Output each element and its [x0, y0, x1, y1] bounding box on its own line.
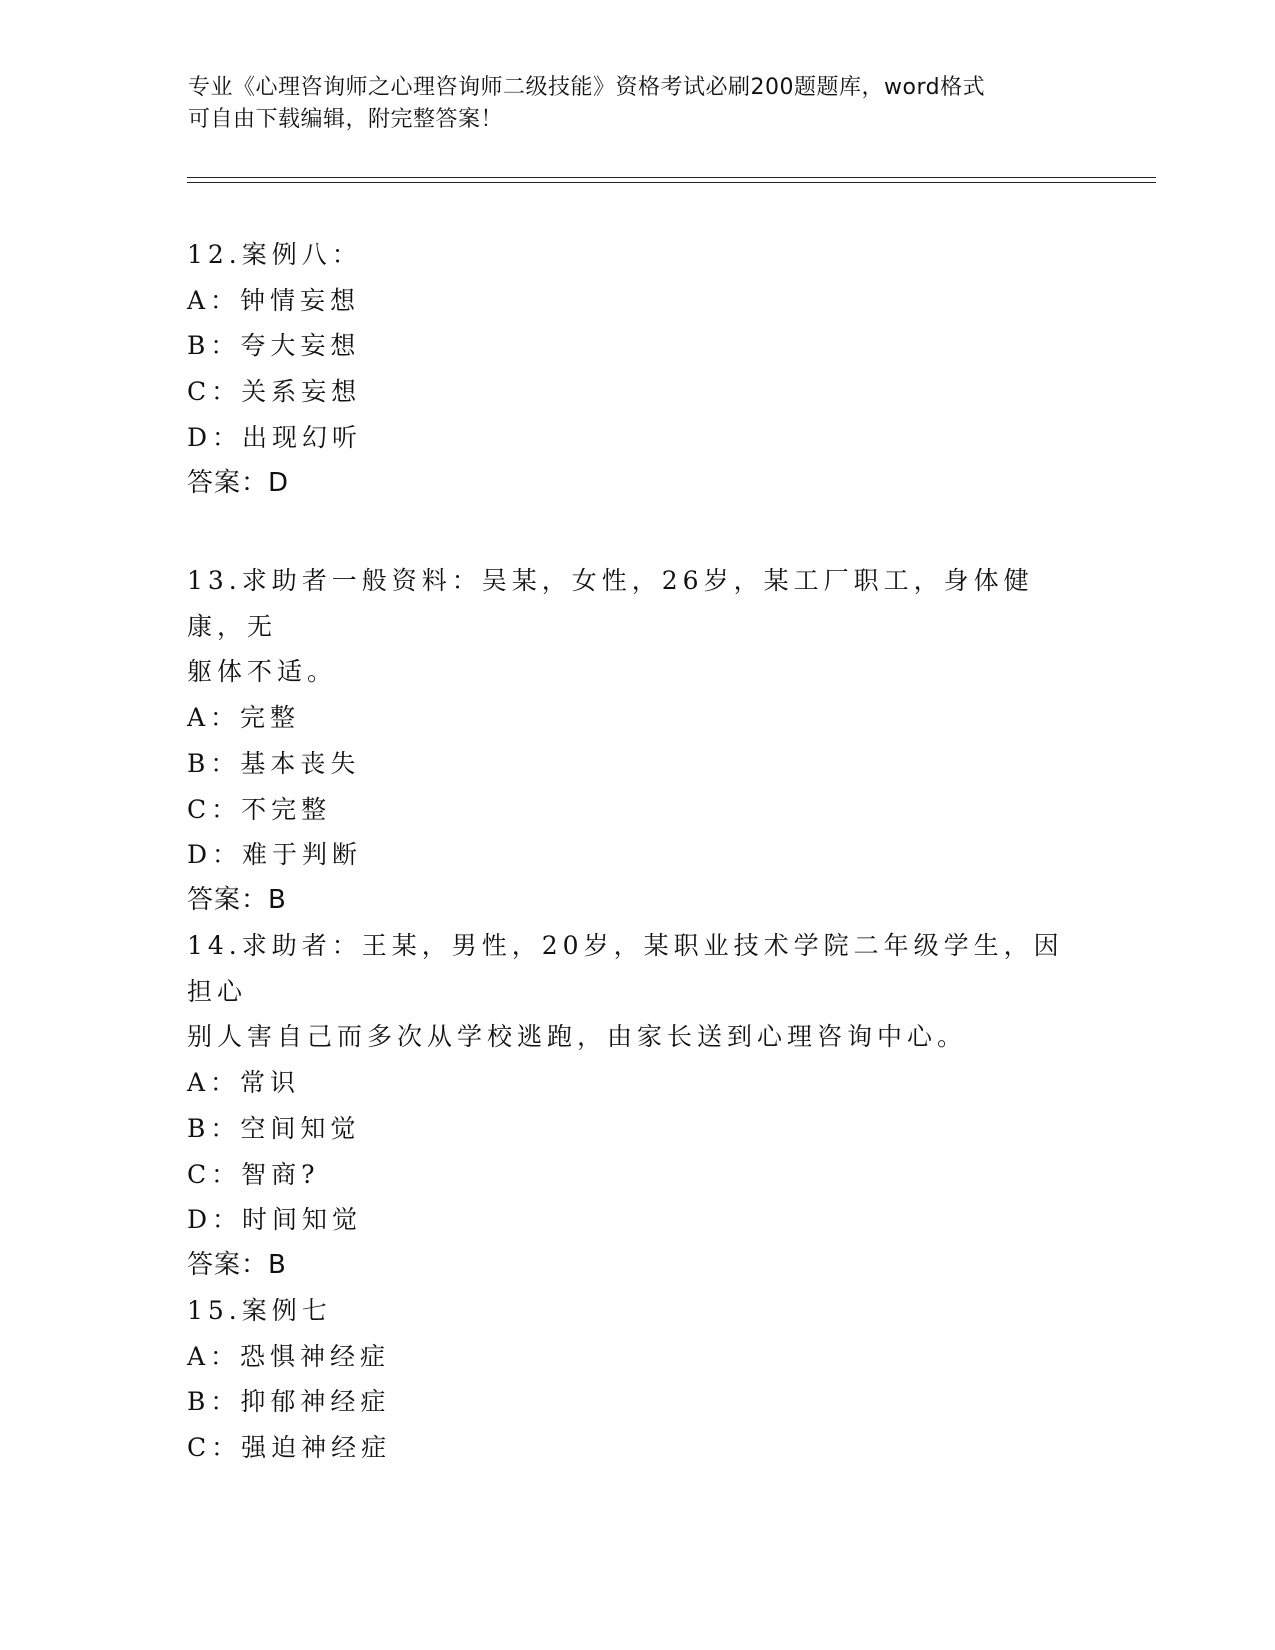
question-13 [187, 558, 1087, 924]
option-b: B：抑郁神经症 [187, 1387, 391, 1417]
question-stem: 12.案例八： [187, 240, 362, 269]
option-d: D：出现幻听 [187, 422, 363, 452]
question-15 [187, 1288, 1087, 1471]
document-header [188, 72, 1088, 136]
option-a: A：完整 [187, 703, 301, 733]
option-c: C：强迫神经症 [187, 1433, 392, 1463]
header-divider-top [187, 177, 1156, 178]
answer-line: 答案：D [187, 467, 290, 498]
question-stem: 13.求助者一般资料：吴某，女性，26岁，某工厂职工，身体健康，无 躯体不适。 [187, 566, 1034, 687]
question-stem: 14.求助者：王某，男性，20岁，某职业技术学院二年级学生，因担心 别人害自己而多次从学校逃跑，由家长送到心理咨询中心。 [187, 931, 1064, 1052]
question-14 [187, 923, 1087, 1289]
question-stem: 15.案例七 [187, 1296, 332, 1325]
answer-line: 答案：B [187, 884, 287, 915]
header-divider-bottom [187, 182, 1156, 183]
header-line-1: 专业《心理咨询师之心理咨询师二级技能》资格考试必刷200题题库，word格式 [188, 75, 986, 100]
option-b: B：夸大妄想 [187, 331, 361, 361]
option-a: A：钟情妄想 [187, 285, 361, 315]
option-a: A：常识 [187, 1068, 301, 1098]
header-line-2: 可自由下载编辑，附完整答案！ [188, 107, 504, 132]
option-c: C：不完整 [187, 794, 332, 824]
option-d: D：时间知觉 [187, 1205, 363, 1235]
option-c: C：智商? [187, 1159, 320, 1189]
option-c: C：关系妄想 [187, 377, 362, 407]
option-b: B：基本丧失 [187, 748, 361, 778]
option-a: A：恐惧神经症 [187, 1341, 391, 1371]
option-d: D：难于判断 [187, 840, 363, 870]
answer-line: 答案：B [187, 1249, 287, 1280]
question-12 [187, 232, 1087, 506]
option-b: B：空间知觉 [187, 1113, 361, 1143]
